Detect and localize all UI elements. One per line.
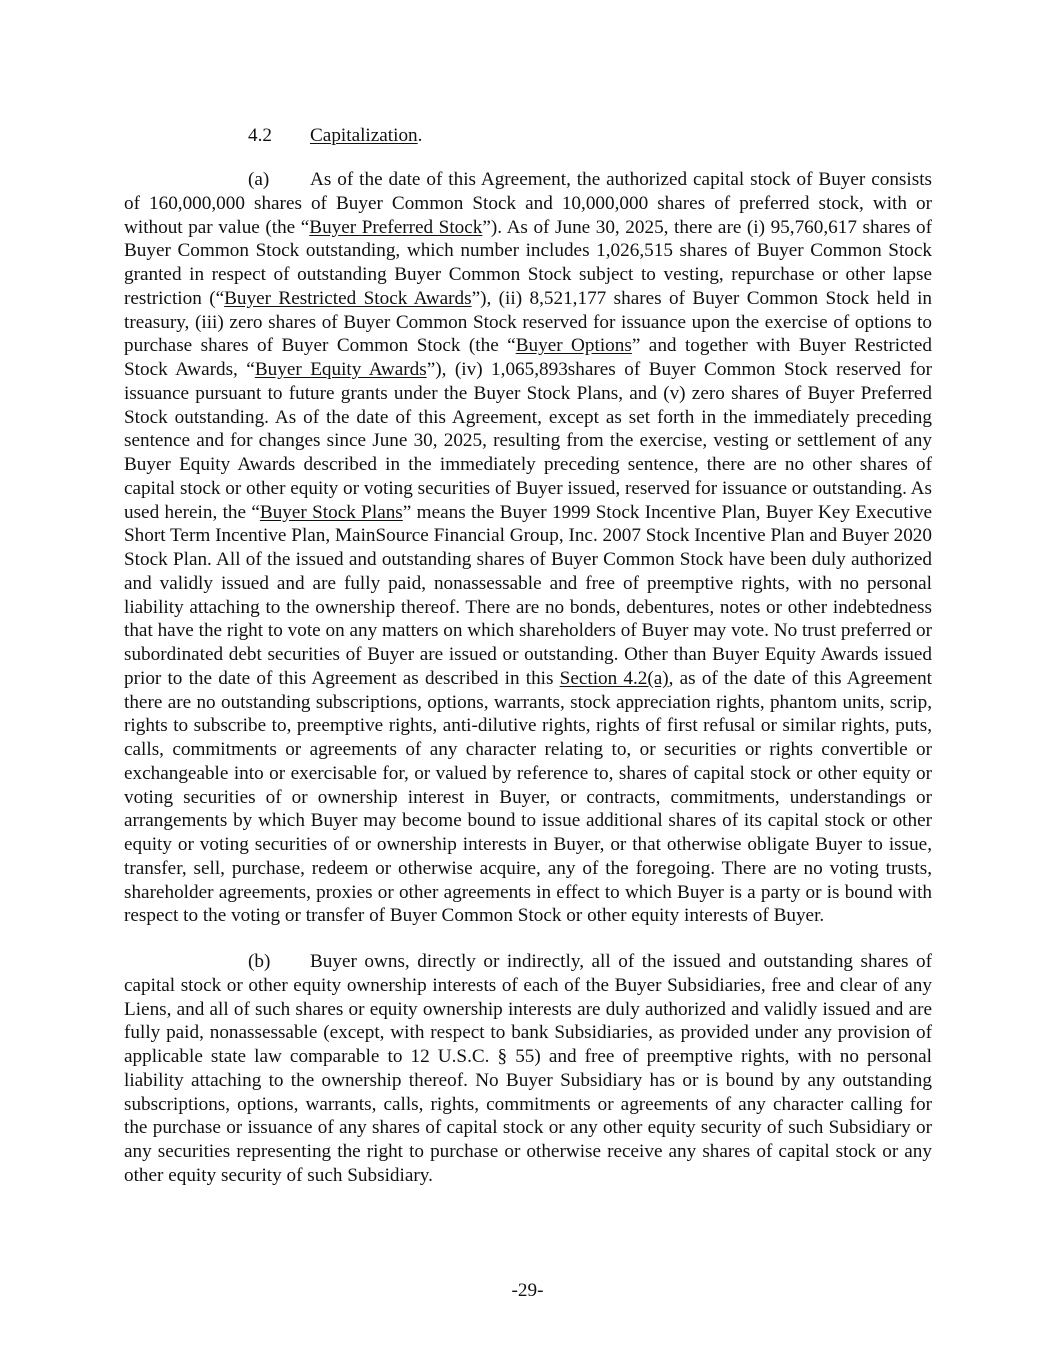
- section-title: Capitalization: [310, 125, 418, 146]
- paragraph-a-text-4: ” and together with Buyer Restricted Stock Awards, “: [124, 335, 932, 380]
- paragraph-a-text-3: ”), (ii) 8,521,177 shares of Buyer Common Stock held in treasury, (iii) zero shares of Buyer Common Stock reserved for issuance upon the exercise of options to purchase shares of Buyer Common Stock (the “: [124, 287, 932, 357]
- defined-term-buyer-equity-awards: Buyer Equity Awards: [254, 359, 427, 380]
- paragraph-a-text-1: As of the date of this Agreement, the authorized capital stock of Buyer consists of 160,000,000 shares of Buyer Common Stock and 10,000,000 shares of preferred stock, with or without par value (the “: [124, 169, 932, 238]
- paragraph-a-text-6: ” means the Buyer 1999 Stock Incentive Plan, Buyer Key Executive Short Term Incentive Plan, MainSource Financial Group, Inc. 2007 Stock Incentive Plan and Buyer 2020 Stock Plan. All of the issued and outstanding shares of Buyer Common Stock have been duly authorized and validly issued and are fully paid, nonassessable and free of preemptive rights, with no personal liability attaching to the ownership thereof. There are no bonds, debentures, notes or other indebtedness that have the right to vote on any matters on which shareholders of Buyer may vote. No trust preferred or subordinated debt securities of Buyer are issued or outstanding. Other than Buyer Equity Awards issued prior to the date of this Agreement as described in this: [124, 501, 933, 689]
- paragraph-a-text-7: , as of the date of this Agreement there are no outstanding subscriptions, options, warrants, stock appreciation rights, phantom units, scrip, rights to subscribe to, preemptive rights, anti-dilutive rights, rights of first refusal or similar rights, puts, calls, commitments or agreements of any character relating to, or securities or rights convertible or exchangeable into or exercisable for, or valued by reference to, shares of capital stock or other equity or voting securities of or ownership interest in Buyer, or contracts, commitments, understandings or arrangements by which Buyer may become bound to issue additional shares of its capital stock or other equity or voting securities of or ownership interests in Buyer, or that otherwise obligate Buyer to issue, transfer, sell, purchase, redeem or otherwise acquire, any of the foregoing. There are no voting trusts, shareholder agreements, proxies or other agreements in effect to which Buyer is a party or is bound with respect to the voting or transfer of Buyer Common Stock or other equity interests of Buyer.: [124, 667, 932, 927]
- paragraph-a-text-5: ”), (iv) 1,065,893shares of Buyer Common Stock reserved for issuance pursuant to future grants under the Buyer Stock Plans, and (v) zero shares of Buyer Preferred Stock outstanding. As of the date of this Agreement, except as set forth in the immediately preceding sentence and for changes since June 30, 2025, resulting from the exercise, vesting or settlement of any Buyer Equity Awards described in the immediately preceding sentence, there are no other shares of capital stock or other equity or voting securities of Buyer issued, reserved for issuance or outstanding. As used herein, the “: [124, 359, 932, 523]
- paragraph-a-text-2: ”). As of June 30, 2025, there are (i) 95,760,617 shares of Buyer Common Stock outstanding, which number includes 1,026,515 shares of Buyer Common Stock granted in respect of outstanding Buyer Common Stock subject to vesting, repurchase or other lapse restriction (“: [124, 216, 932, 309]
- paragraph-b-label: (b): [248, 951, 271, 972]
- section-heading: [124, 124, 932, 148]
- paragraph-b-text: Buyer owns, directly or indirectly, all of the issued and outstanding shares of capital stock or other equity ownership interests of each of the Buyer Subsidiaries, free and clear of any Liens, and all of such shares or equity ownership interests are duly authorized and validly issued and are fully paid, nonassessable (except, with respect to bank Subsidiaries, as provided under any provision of applicable state law comparable to 12 U.S.C. § 55) and free of preemptive rights, with no personal liability attaching to the ownership thereof. No Buyer Subsidiary has or is bound by any outstanding subscriptions, options, warrants, calls, rights, commitments or agreements of any character calling for the purchase or issuance of any shares of capital stock or any other equity security of such Subsidiary or any securities representing the right to purchase or otherwise receive any shares of capital stock or any other equity security of such Subsidiary.: [124, 951, 932, 1186]
- defined-term-buyer-options: Buyer Options: [515, 335, 632, 357]
- section-number: 4.2: [248, 125, 272, 146]
- page-number: -29-: [511, 1280, 544, 1301]
- defined-term-buyer-preferred-stock: Buyer Preferred Stock: [309, 216, 483, 238]
- paragraph-a: [124, 168, 932, 928]
- paragraph-b: [124, 950, 932, 1188]
- defined-term-buyer-stock-plans: Buyer Stock Plans: [259, 501, 403, 523]
- section-reference-4-2-a: Section 4.2(a): [559, 667, 669, 689]
- defined-term-buyer-restricted-stock-awards: Buyer Restricted Stock Awards: [224, 287, 472, 309]
- document-page: [124, 124, 932, 1210]
- paragraph-a-label: (a): [248, 169, 270, 190]
- section-title-period: .: [417, 125, 423, 146]
